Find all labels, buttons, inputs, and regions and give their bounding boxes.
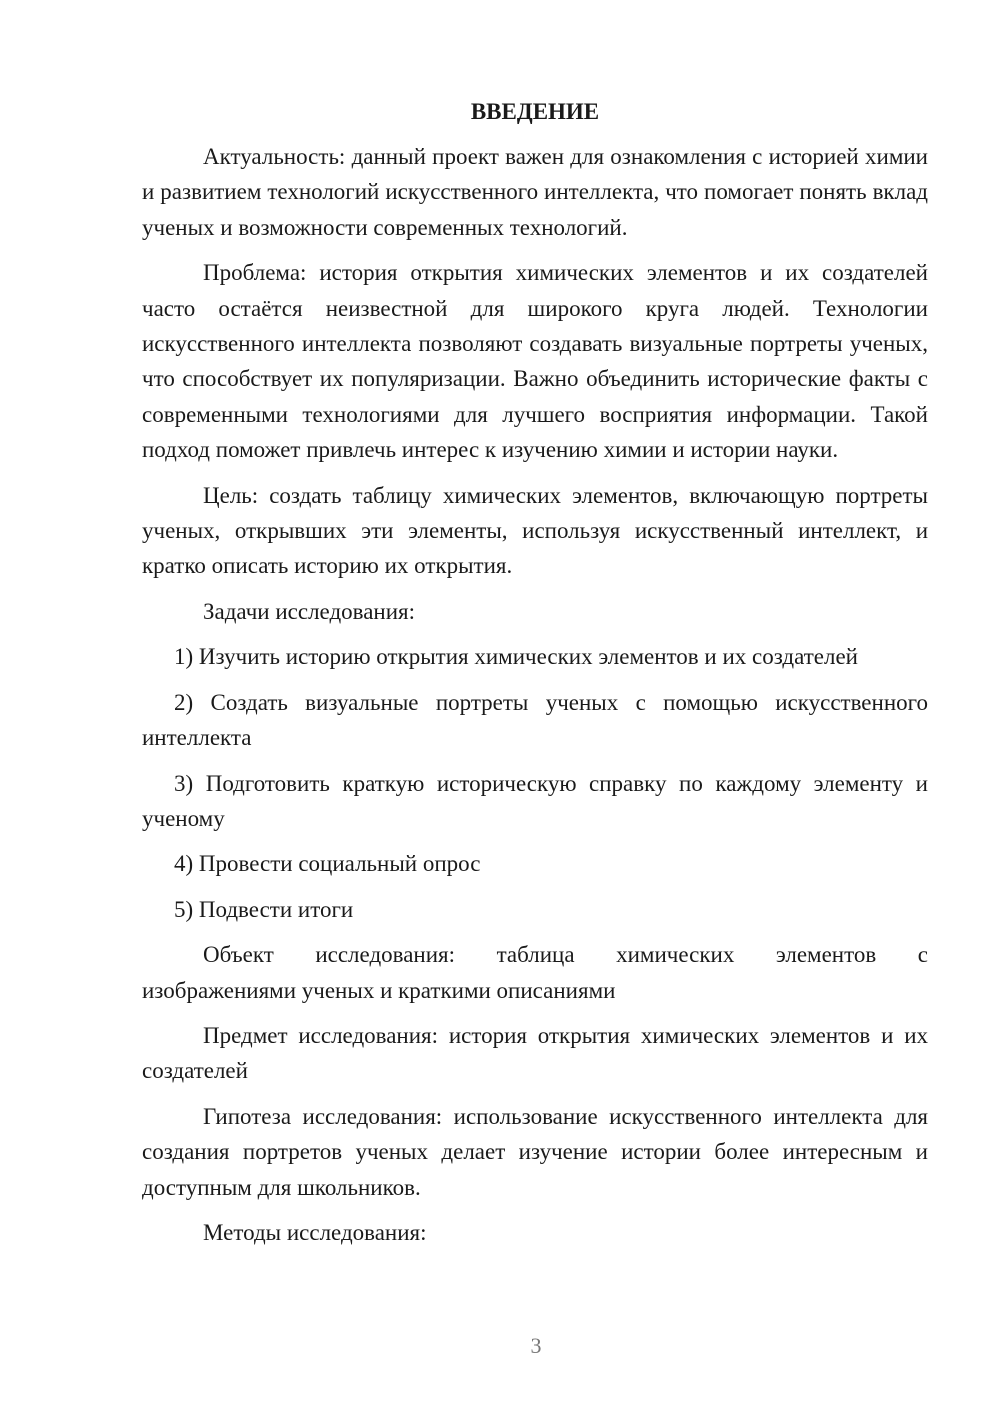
problem-paragraph: Проблема: история открытия химических элементов и их создателей часто остаётся неизвестной для широкого круга людей. Технологии искусственного интеллекта позволяют создавать визуальные портреты ученых, что способствует их популяризации. Важно объединить исторические факты с современными технологиями для лучшего восприятия информации. Такой подход поможет привлечь интерес к изучению химии и истории науки. [142,260,928,463]
subject-paragraph: Предмет исследования: история открытия химических элементов и их создателей [142,1022,928,1084]
task-item-4: 4) Провести социальный опрос [174,851,481,877]
section-title: ВВЕДЕНИЕ [470,99,600,124]
methods-heading: Методы исследования: [203,1219,427,1245]
task-item-2: 2) Создать визуальные портреты ученых с помощью искусственного интеллекта [142,689,928,751]
object-paragraph-line2: изображениями ученых и краткими описаниями [142,977,616,1003]
task-item-3: 3) Подготовить краткую историческую справку по каждому элементу и ученому [142,770,928,831]
tasks-heading: Задачи исследования: [203,598,416,624]
task-item-5: 5) Подвести итоги [174,896,354,922]
task-item-1: 1) Изучить историю открытия химических элементов и их создателей [174,644,858,670]
relevance-paragraph: Актуальность: данный проект важен для ознакомления с историей химии и развитием технологий искусственного интеллекта, что помогает понять вклад ученых и возможности современных технологий. [142,144,928,240]
document-page [142,94,928,1260]
hypothesis-paragraph: Гипотеза исследования: использование искусственного интеллекта для создания портретов ученых делает изучение истории более интересным и доступным для школьников. [142,1103,928,1200]
object-paragraph-line1: Объект исследования: таблица химических элементов с [203,942,928,968]
page-number: 3 [530,1333,542,1358]
goal-paragraph: Цель: создать таблицу химических элементов, включающую портреты ученых, открывших эти элементы, используя искусственный интеллект, и кратко описать историю их открытия. [142,482,928,579]
